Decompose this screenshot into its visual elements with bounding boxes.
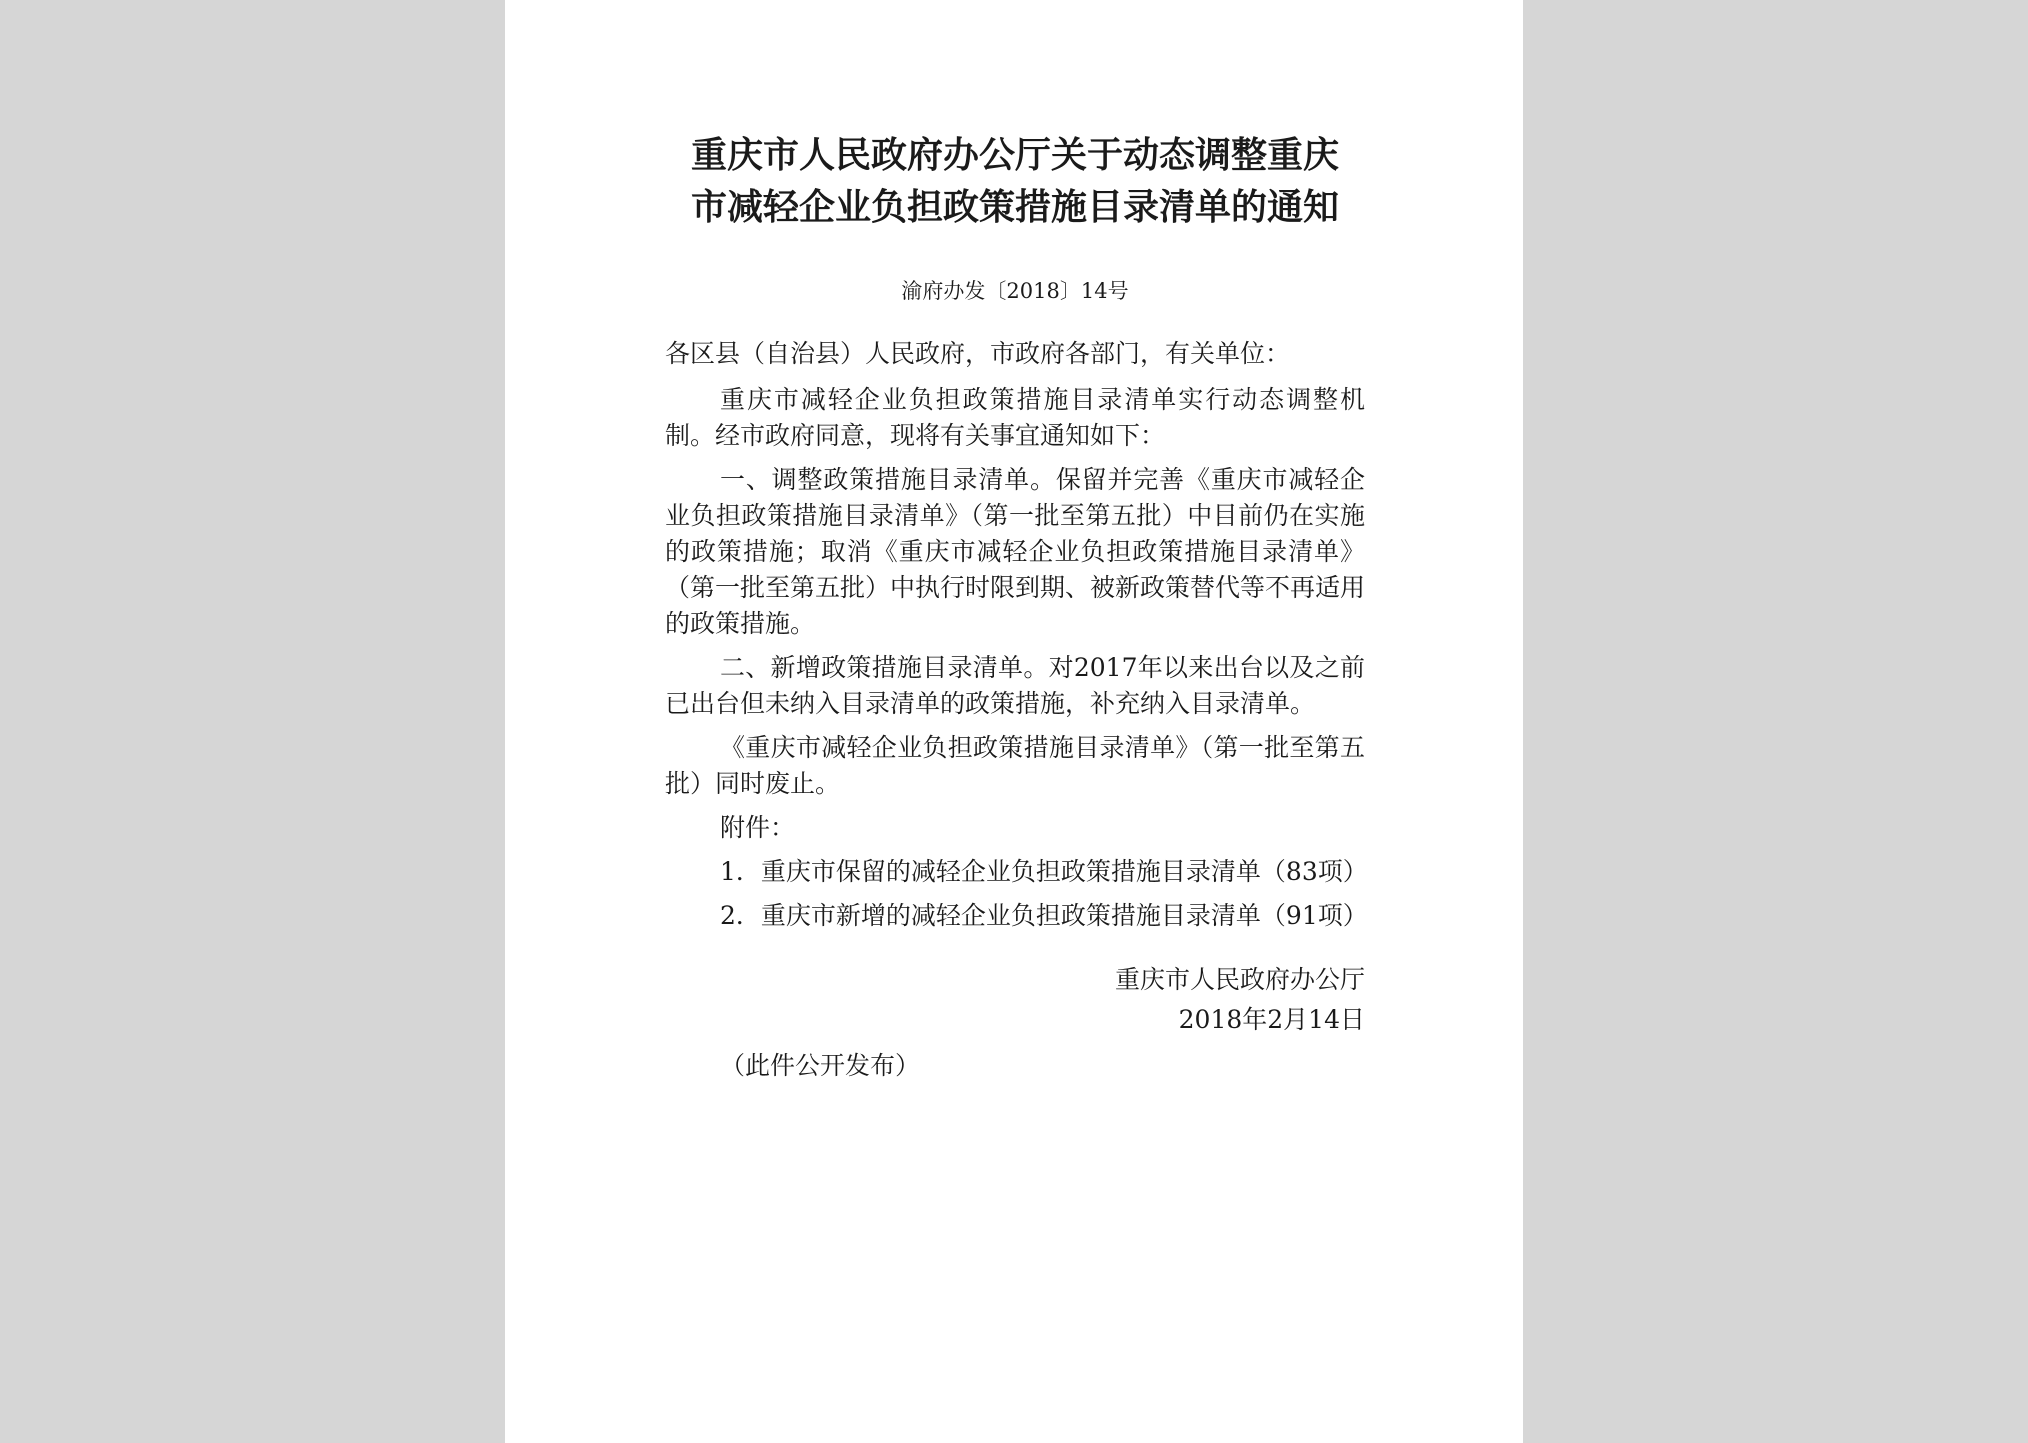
issue-date: 2018年2月14日 bbox=[1178, 1005, 1365, 1034]
title-line-2: 市减轻企业负担政策措施目录清单的通知 bbox=[690, 187, 1339, 228]
paragraph-item-1: 一、调整政策措施目录清单。保留并完善《重庆市减轻企业负担政策措施目录清单》（第一批至第五批）中目前仍在实施的政策措施；取消《重庆市减轻企业负担政策措施目录清单》（第一批至第五批）中执行时限到期、被新政策替代等不再适用的政策措施。 bbox=[665, 465, 1366, 638]
paragraph-abolish: 《重庆市减轻企业负担政策措施目录清单》（第一批至第五批）同时废止。 bbox=[665, 733, 1365, 798]
paragraph-intro: 重庆市减轻企业负担政策措施目录清单实行动态调整机制。经市政府同意，现将有关事宜通知如下： bbox=[665, 385, 1365, 450]
document-title bbox=[665, 130, 1365, 234]
document-content bbox=[665, 130, 1368, 1084]
publication-note: （此件公开发布） bbox=[720, 1051, 921, 1080]
document-page bbox=[505, 0, 1523, 1443]
document-number: 渝府办发〔2018〕14号 bbox=[901, 279, 1129, 303]
attachments-label: 附件： bbox=[720, 813, 796, 842]
attachment-2: 2．重庆市新增的减轻企业负担政策措施目录清单（91项） bbox=[720, 901, 1368, 930]
salutation: 各区县（自治县）人民政府，市政府各部门，有关单位： bbox=[665, 339, 1291, 368]
title-line-1: 重庆市人民政府办公厅关于动态调整重庆 bbox=[690, 135, 1339, 176]
issuer-signature: 重庆市人民政府办公厅 bbox=[1114, 965, 1365, 994]
attachment-1: 1．重庆市保留的减轻企业负担政策措施目录清单（83项） bbox=[720, 857, 1368, 886]
paragraph-item-2: 二、新增政策措施目录清单。对2017年以来出台以及之前已出台但未纳入目录清单的政策措施，补充纳入目录清单。 bbox=[665, 653, 1365, 718]
